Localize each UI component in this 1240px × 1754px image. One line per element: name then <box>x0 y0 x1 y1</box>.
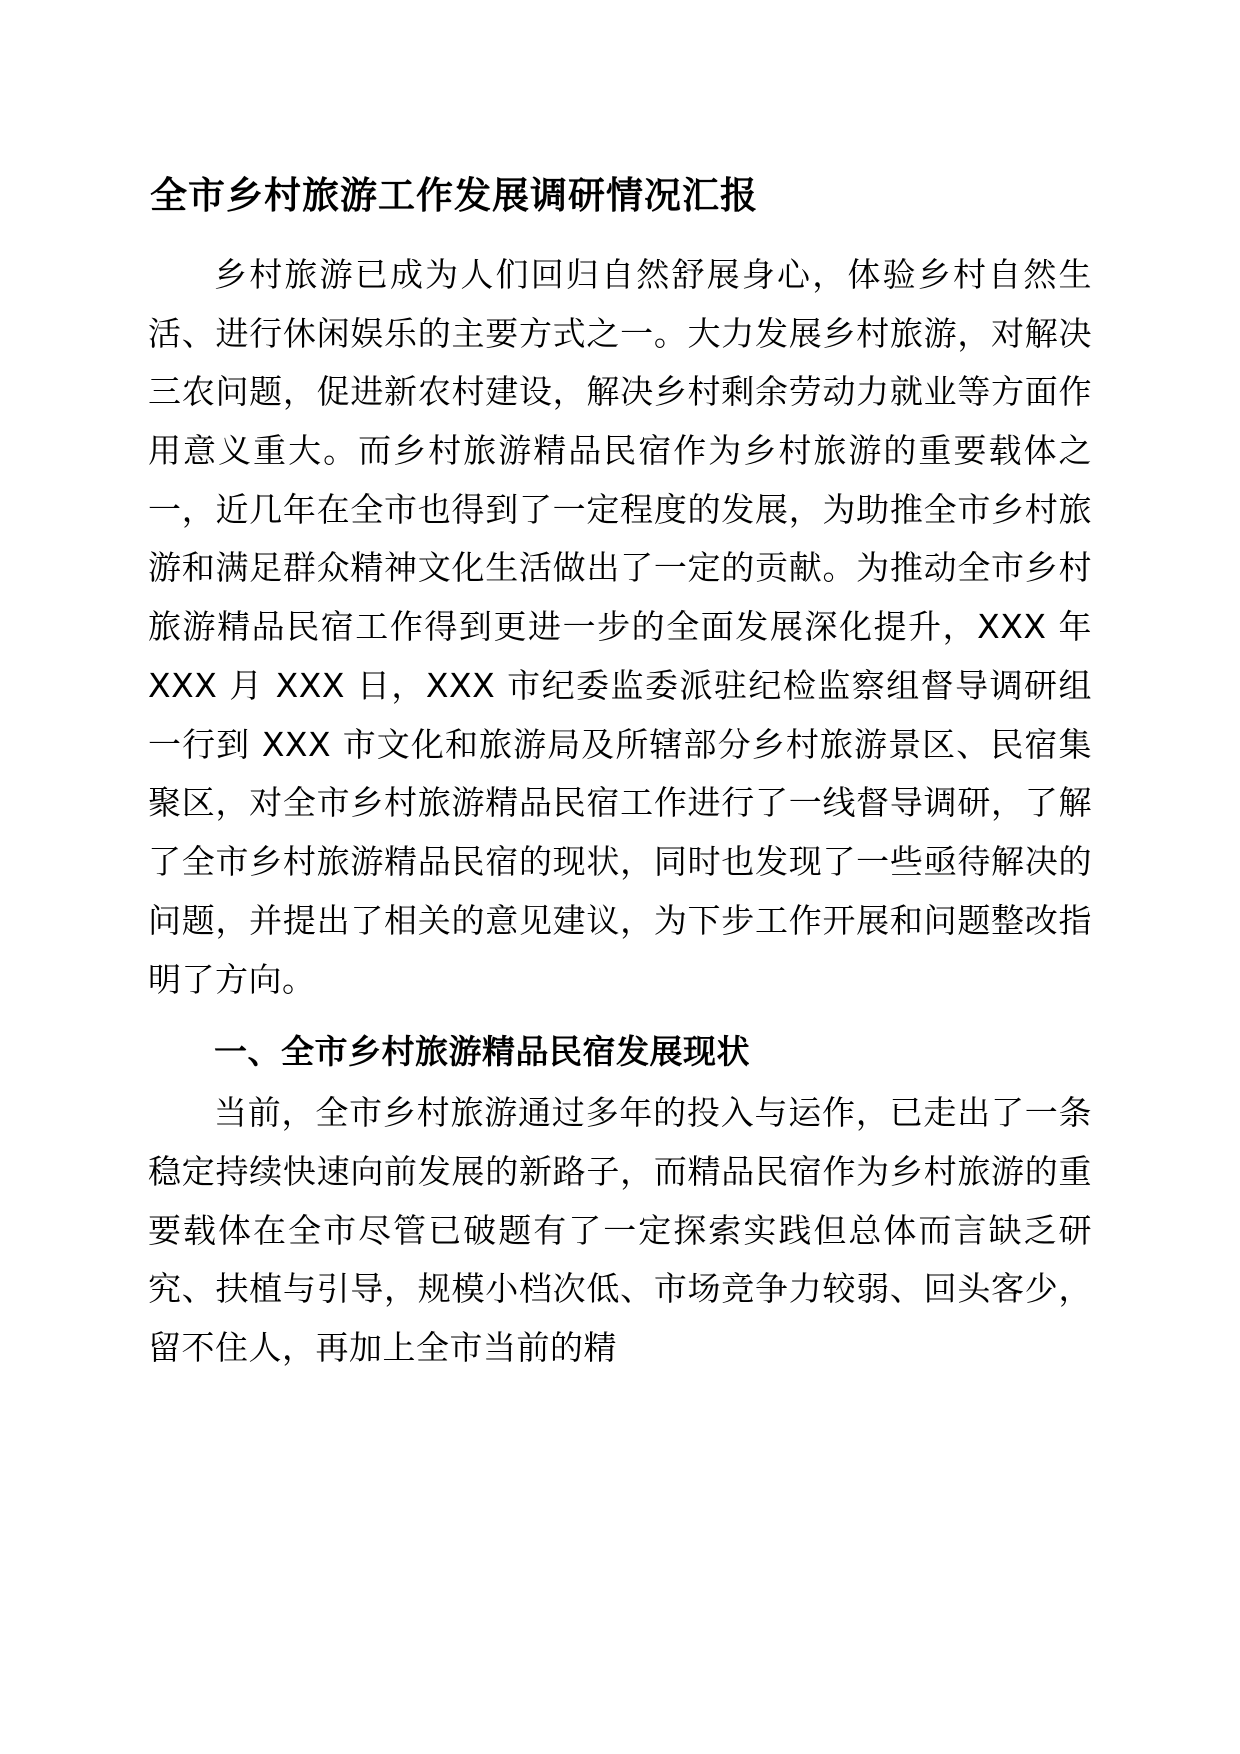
section-heading-1: 一、全市乡村旅游精品民宿发展现状 <box>214 1032 750 1072</box>
page-title: 全市乡村旅游工作发展调研情况汇报 <box>150 174 758 217</box>
body-paragraph-2: 当前，全市乡村旅游通过多年的投入与运作，已走出了一条稳定持续快速向前发展的新路子，而精品民宿作为乡村旅游的重要载体在全市尽管已破题有了一定探索实践但总体而言缺乏研究、扶植与引导，规模小档次低、市场竞争力较弱、回头客少，留不住人，再加上全市当前的精 <box>148 1093 1092 1368</box>
body-paragraph-1: 乡村旅游已成为人们回归自然舒展身心，体验乡村自然生活、进行休闲娱乐的主要方式之一。大力发展乡村旅游，对解决三农问题，促进新农村建设，解决乡村剩余劳动力就业等方面作用意义重大。而乡村旅游精品民宿作为乡村旅游的重要载体之一，近几年在全市也得到了一定程度的发展，为助推全市乡村旅游和满足群众精神文化生活做出了一定的贡献。为推动全市乡村旅游精品民宿工作得到更进一步的全面发展深化提升，XXX 年 XXX 月 XXX 日，XXX 市纪委监委派驻纪检监察组督导调研组一行到 XXX 市文化和旅游局及所辖部分乡村旅游景区、民宿集聚区，对全市乡村旅游精品民宿工作进行了一线督导调研，了解了全市乡村旅游精品民宿的现状，同时也发现了一些亟待解决的问题，并提出了相关的意见建议，为下步工作开展和问题整改指明了方向。 <box>148 254 1092 999</box>
